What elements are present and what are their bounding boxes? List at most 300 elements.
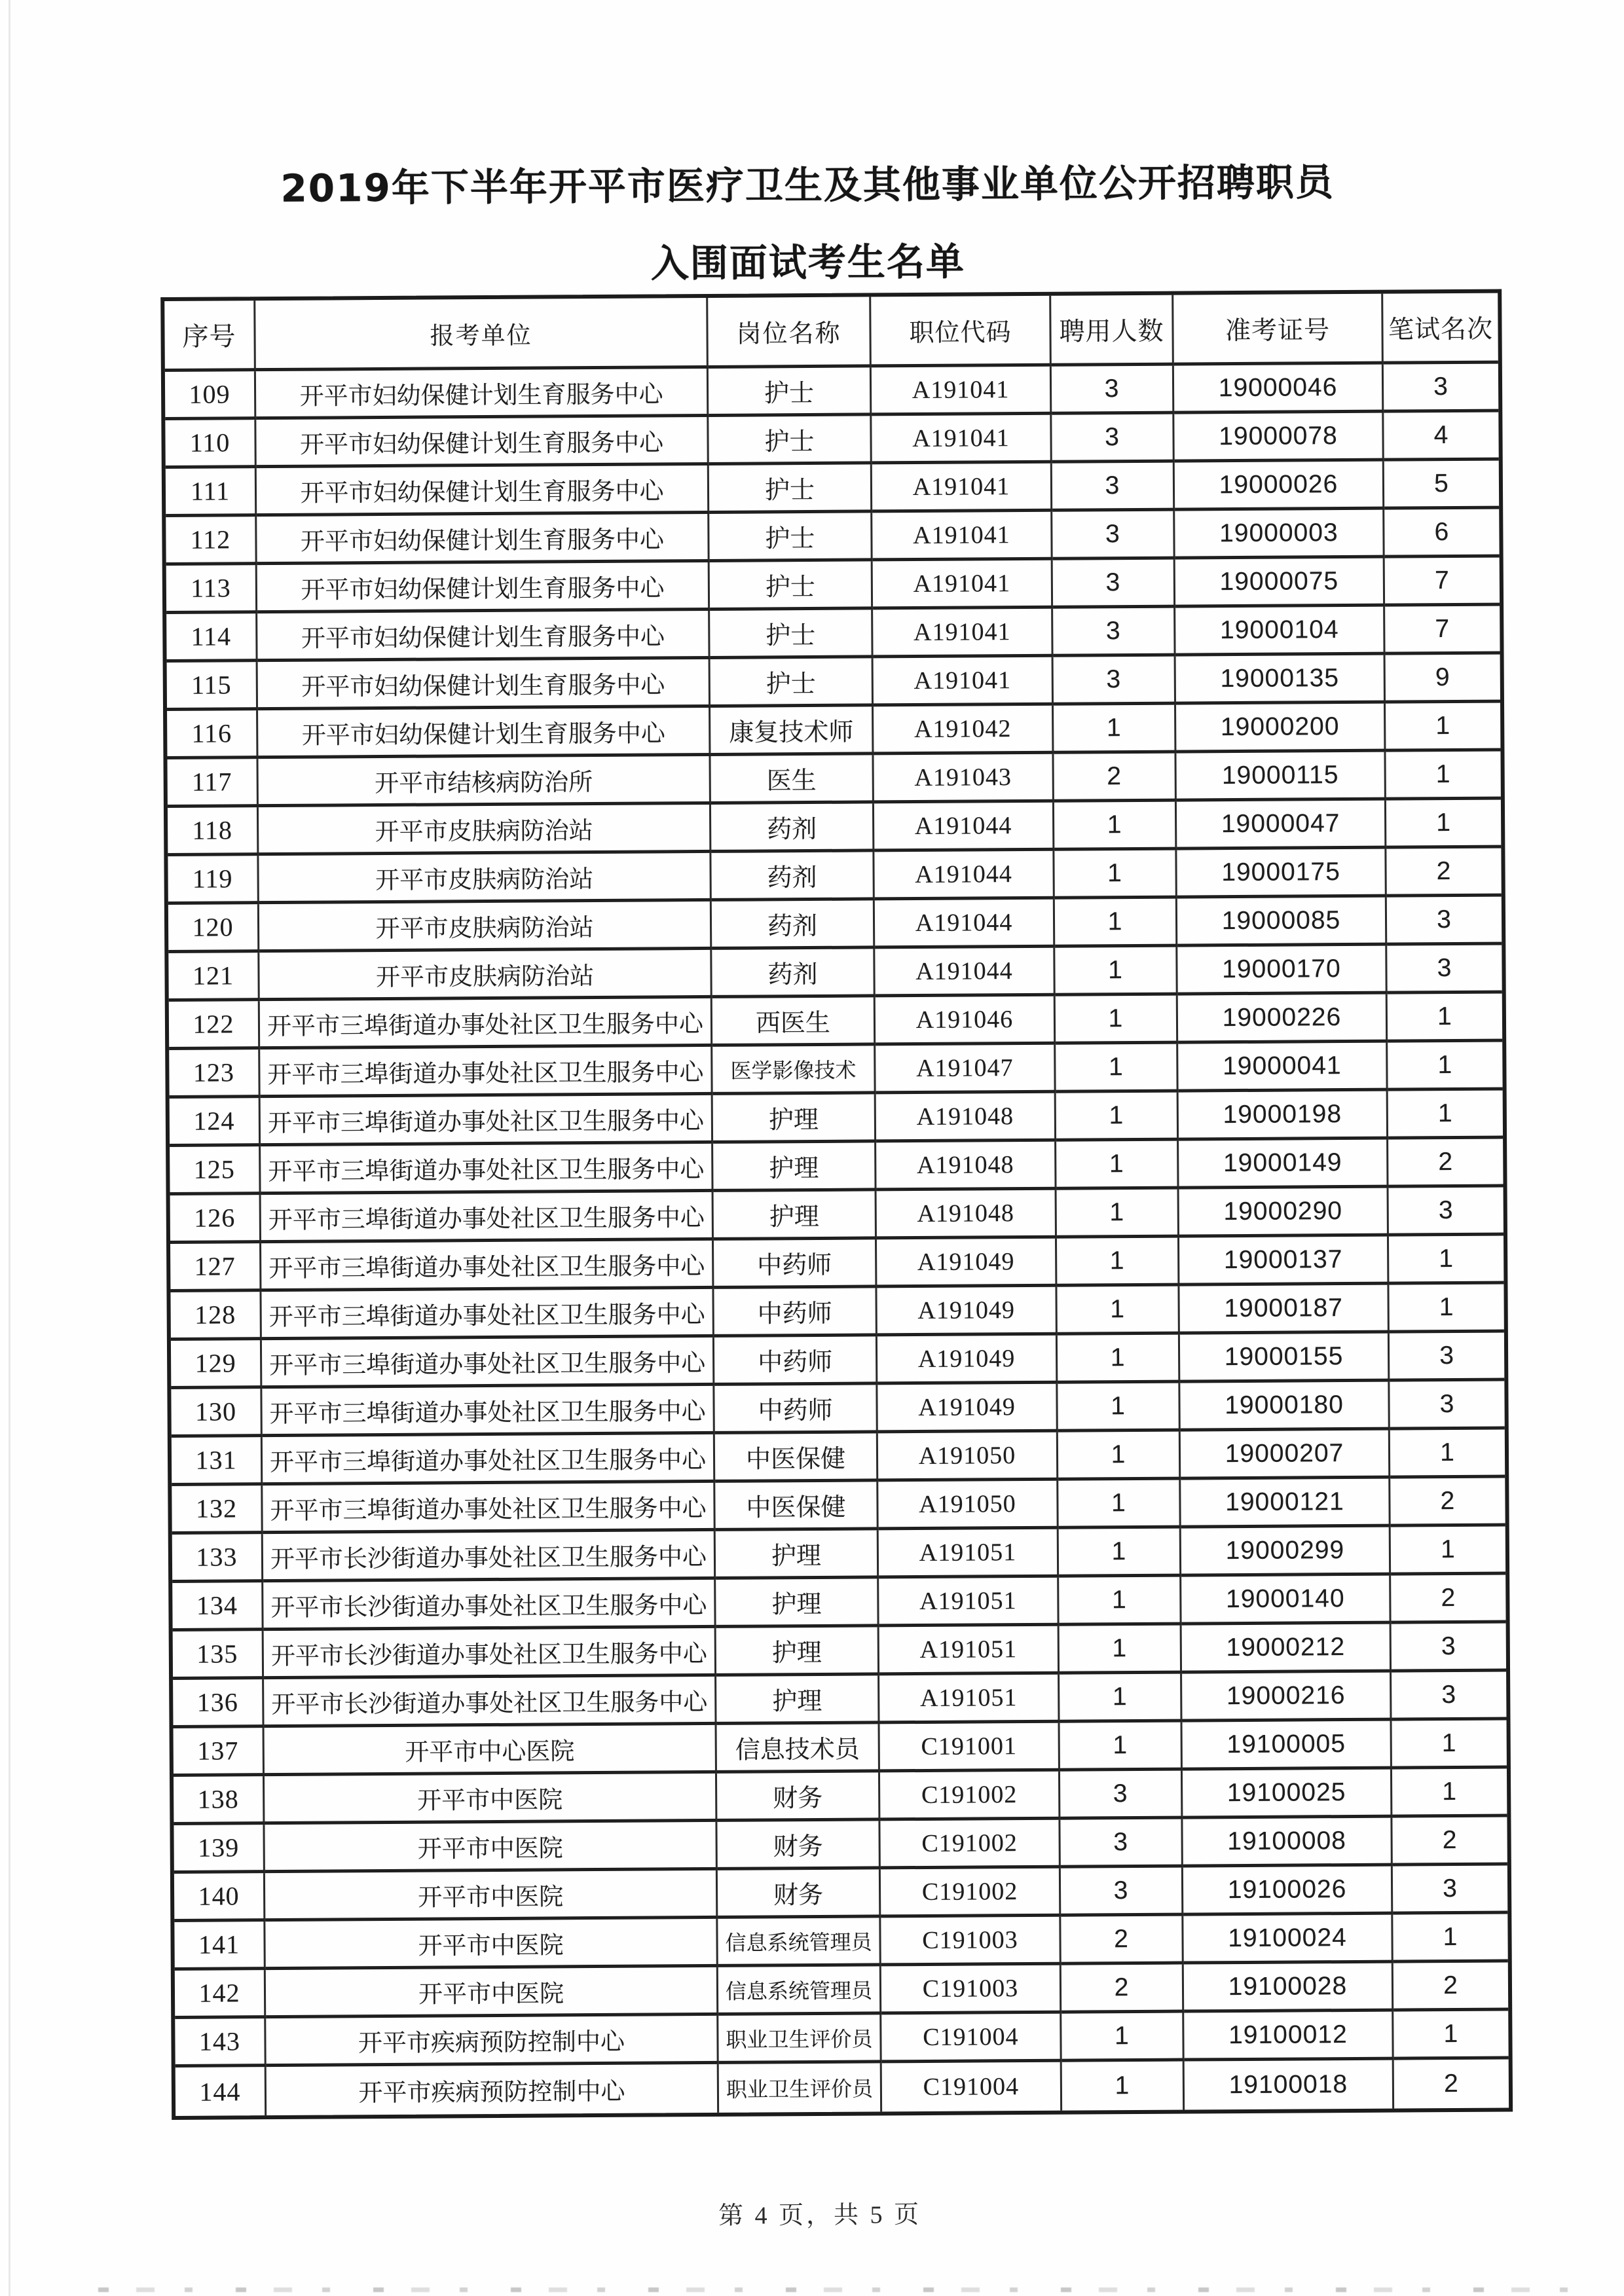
cell-index: 130 <box>171 1389 262 1438</box>
cell-written-rank: 6 <box>1384 509 1499 558</box>
cell-hire-count: 3 <box>1053 608 1175 657</box>
cell-written-rank: 3 <box>1389 1188 1504 1237</box>
cell-position-code: A191049 <box>877 1384 1058 1434</box>
cell-position: 护士 <box>710 610 873 659</box>
cell-ticket-number: 19000115 <box>1176 752 1386 802</box>
cell-ticket-number: 19000047 <box>1177 801 1386 850</box>
table-row-132 <box>172 1478 1505 1535</box>
cell-ticket-number: 19000290 <box>1179 1188 1389 1238</box>
cell-position-code: A191051 <box>879 1529 1059 1579</box>
cell-position-code: A191041 <box>872 464 1052 513</box>
cell-index: 116 <box>167 710 258 759</box>
cell-index: 118 <box>168 807 259 856</box>
column-header-position-code: 职位代码 <box>871 296 1052 368</box>
cell-hire-count: 1 <box>1057 1286 1179 1336</box>
cell-written-rank: 3 <box>1392 1624 1506 1673</box>
cell-ticket-number: 19000207 <box>1181 1430 1390 1480</box>
cell-index: 136 <box>173 1679 264 1728</box>
cell-unit: 开平市三埠街道办事处社区卫生服务中心 <box>263 1434 715 1485</box>
cell-index: 129 <box>171 1340 262 1389</box>
cell-index: 139 <box>174 1825 265 1874</box>
cell-written-rank: 1 <box>1386 752 1500 801</box>
cell-index: 117 <box>167 759 258 808</box>
cell-unit: 开平市三埠街道办事处社区卫生服务中心 <box>260 1047 712 1098</box>
cell-ticket-number: 19000200 <box>1176 704 1386 754</box>
cell-position: 护士 <box>710 658 874 708</box>
cell-unit: 开平市妇幼保健计划生育服务中心 <box>258 708 710 759</box>
cell-position: 康复技术师 <box>710 706 874 756</box>
cell-ticket-number: 19000170 <box>1177 946 1387 996</box>
cell-hire-count: 3 <box>1061 1868 1183 1917</box>
cell-written-rank: 2 <box>1392 1817 1507 1867</box>
cell-hire-count: 3 <box>1054 657 1176 706</box>
table-row-140 <box>174 1866 1507 1922</box>
cell-hire-count: 1 <box>1056 1141 1179 1190</box>
cell-hire-count: 1 <box>1056 996 1178 1045</box>
cell-written-rank: 1 <box>1392 1721 1507 1770</box>
cell-hire-count: 1 <box>1061 2013 1184 2062</box>
cell-written-rank: 1 <box>1389 1236 1504 1285</box>
cell-hire-count: 3 <box>1053 560 1175 609</box>
cell-unit: 开平市三埠街道办事处社区卫生服务中心 <box>261 1192 714 1243</box>
document-title-line2: 入围面试考生名单 <box>650 239 966 286</box>
cell-position-code: A191049 <box>877 1287 1057 1337</box>
cell-written-rank: 1 <box>1390 1430 1505 1479</box>
cell-ticket-number: 19100012 <box>1184 2012 1393 2062</box>
cell-written-rank: 3 <box>1390 1381 1504 1430</box>
cell-position-code: A191049 <box>877 1336 1058 1385</box>
cell-written-rank: 2 <box>1391 1575 1505 1624</box>
table-row-125 <box>170 1139 1503 1195</box>
cell-index: 113 <box>166 565 257 614</box>
cell-ticket-number: 19000075 <box>1175 558 1385 608</box>
cell-hire-count: 1 <box>1058 1480 1181 1529</box>
cell-position-code: A191046 <box>876 996 1056 1046</box>
cell-index: 125 <box>170 1146 261 1195</box>
cell-position: 中药师 <box>714 1288 877 1338</box>
cell-hire-count: 1 <box>1060 1674 1182 1723</box>
cell-unit: 开平市妇幼保健计划生育服务中心 <box>256 369 709 420</box>
cell-hire-count: 1 <box>1060 1626 1182 1675</box>
cell-position-code: A191051 <box>879 1626 1060 1676</box>
column-header-hire-count: 聘用人数 <box>1051 295 1174 367</box>
cell-position: 医学影像技术 <box>712 1046 876 1095</box>
table-row-128 <box>170 1285 1504 1341</box>
cell-ticket-number: 19000175 <box>1177 849 1386 899</box>
cell-unit: 开平市中医院 <box>265 1774 717 1825</box>
cell-unit: 开平市中心医院 <box>265 1725 717 1776</box>
cell-position-code: C191004 <box>881 2014 1061 2064</box>
cell-ticket-number: 19000140 <box>1181 1576 1391 1626</box>
table-row-110 <box>165 412 1498 469</box>
cell-position: 药剂 <box>711 803 874 853</box>
cell-index: 115 <box>167 662 258 711</box>
cell-index: 124 <box>170 1098 261 1147</box>
cell-ticket-number: 19000216 <box>1182 1673 1392 1722</box>
table-row-127 <box>170 1236 1504 1292</box>
cell-unit: 开平市长沙街道办事处社区卫生服务中心 <box>264 1628 716 1679</box>
table-row-130 <box>171 1381 1504 1438</box>
cell-hire-count: 3 <box>1052 366 1174 415</box>
table-row-139 <box>174 1817 1507 1874</box>
cell-position: 护理 <box>713 1142 876 1192</box>
cell-ticket-number: 19000041 <box>1178 1043 1388 1093</box>
cell-unit: 开平市长沙街道办事处社区卫生服务中心 <box>263 1531 716 1582</box>
cell-ticket-number: 19100025 <box>1183 1770 1392 1819</box>
cell-unit: 开平市三埠街道办事处社区卫生服务中心 <box>261 1241 714 1292</box>
cell-position-code: C191002 <box>880 1772 1060 1821</box>
table-row-126 <box>170 1188 1504 1244</box>
cell-ticket-number: 19000226 <box>1178 994 1388 1044</box>
column-header-position: 岗位名称 <box>708 297 872 369</box>
table-row-129 <box>171 1333 1504 1389</box>
cell-position: 中医保健 <box>715 1433 878 1483</box>
cell-index: 138 <box>174 1776 265 1825</box>
cell-position: 信息技术员 <box>717 1724 880 1774</box>
cell-written-rank: 1 <box>1393 1914 1507 1963</box>
cell-ticket-number: 19100028 <box>1184 1963 1393 2013</box>
cell-hire-count: 1 <box>1055 899 1177 948</box>
cell-position-code: C191002 <box>881 1868 1061 1918</box>
cell-ticket-number: 19000078 <box>1174 413 1384 463</box>
table-row-142 <box>175 1963 1508 2019</box>
cell-position: 中药师 <box>714 1336 877 1386</box>
cell-unit: 开平市中医院 <box>266 1967 718 2018</box>
cell-position: 护理 <box>716 1675 879 1725</box>
cell-hire-count: 2 <box>1061 1965 1184 2014</box>
document-title-line1: 2019年下半年开平市医疗卫生及其他事业单位公开招聘职员 <box>280 160 1335 211</box>
cell-position-code: A191041 <box>872 512 1052 562</box>
cell-index: 141 <box>174 1922 265 1971</box>
table-row-136 <box>173 1672 1506 1728</box>
cell-position: 护理 <box>716 1627 879 1677</box>
cell-position: 信息系统管理员 <box>718 1918 881 1967</box>
table-row-112 <box>166 509 1499 566</box>
cell-index: 112 <box>166 517 257 566</box>
cell-unit: 开平市疾病预防控制中心 <box>267 2064 719 2115</box>
cell-index: 114 <box>166 613 257 663</box>
cell-written-rank: 7 <box>1385 558 1500 607</box>
cell-position: 护理 <box>714 1191 877 1241</box>
column-header-unit: 报考单位 <box>255 298 709 371</box>
cell-written-rank: 2 <box>1386 848 1501 898</box>
cell-index: 135 <box>173 1631 264 1680</box>
cell-unit: 开平市妇幼保健计划生育服务中心 <box>258 659 710 710</box>
cell-position: 财务 <box>718 1869 881 1919</box>
cell-position-code: A191047 <box>876 1045 1056 1095</box>
cell-unit: 开平市结核病防治所 <box>258 756 710 807</box>
cell-position-code: A191041 <box>874 657 1054 707</box>
cell-hire-count: 1 <box>1055 947 1177 996</box>
cell-ticket-number: 19100005 <box>1183 1721 1392 1771</box>
cell-written-rank: 1 <box>1393 2011 1508 2060</box>
cell-ticket-number: 19100008 <box>1183 1818 1392 1868</box>
cell-position-code: A191044 <box>875 948 1055 998</box>
table-row-109 <box>165 364 1498 420</box>
cell-hire-count: 1 <box>1056 1093 1179 1142</box>
cell-position-code: A191043 <box>874 754 1054 804</box>
cell-position-code: C191001 <box>880 1723 1060 1773</box>
cell-written-rank: 1 <box>1388 994 1502 1043</box>
cell-hire-count: 1 <box>1054 850 1177 900</box>
cell-written-rank: 3 <box>1387 945 1502 994</box>
cell-unit: 开平市中医院 <box>265 1870 718 1922</box>
cell-position-code: A191049 <box>877 1239 1057 1288</box>
candidates-table <box>160 289 1513 2120</box>
cell-position-code: A191048 <box>877 1190 1057 1240</box>
cell-hire-count: 3 <box>1060 1819 1183 1868</box>
cell-position: 财务 <box>717 1821 880 1870</box>
cell-position-code: A191044 <box>874 803 1054 852</box>
cell-hire-count: 3 <box>1060 1771 1183 1820</box>
table-body <box>165 364 1509 2116</box>
cell-ticket-number: 19000299 <box>1181 1527 1391 1577</box>
cell-unit: 开平市中医院 <box>265 1919 718 1970</box>
cell-ticket-number: 19000155 <box>1180 1334 1390 1383</box>
cell-hire-count: 1 <box>1059 1529 1181 1578</box>
cell-written-rank: 2 <box>1443 2069 1459 2098</box>
table-row-117 <box>167 752 1500 808</box>
cell-hire-count: 1 <box>1057 1238 1179 1287</box>
cell-position-code: A191048 <box>876 1093 1056 1143</box>
cell-hire-count: 1 <box>1058 1335 1180 1384</box>
column-header-written-rank: 笔试名次 <box>1383 293 1498 365</box>
cell-index: 143 <box>175 2018 266 2068</box>
cell-position: 药剂 <box>712 949 875 998</box>
cell-position: 护理 <box>713 1094 876 1144</box>
cell-ticket-number: 19000187 <box>1179 1285 1389 1335</box>
cell-index: 109 <box>165 371 256 420</box>
cell-index: 119 <box>168 856 259 905</box>
cell-written-rank: 1 <box>1388 1042 1502 1091</box>
cell-position: 职业卫生评价员 <box>719 2063 882 2113</box>
cell-unit: 开平市妇幼保健计划生育服务中心 <box>257 514 709 565</box>
cell-index: 123 <box>169 1049 260 1099</box>
table-row-119 <box>168 848 1501 905</box>
cell-ticket-number: 19000137 <box>1179 1237 1389 1286</box>
cell-position: 药剂 <box>712 900 875 950</box>
table-row-134 <box>172 1575 1505 1631</box>
table-row-113 <box>166 558 1500 614</box>
table-row-124 <box>170 1091 1503 1147</box>
cell-unit: 开平市三埠街道办事处社区卫生服务中心 <box>261 1095 713 1146</box>
cell-written-rank: 9 <box>1386 655 1500 704</box>
cell-index: 127 <box>170 1243 261 1292</box>
cell-ticket-number: 19000149 <box>1179 1140 1388 1190</box>
cell-position-code: C191003 <box>881 1917 1061 1967</box>
cell-index: 128 <box>170 1292 261 1341</box>
cell-hire-count: 1 <box>1056 1044 1178 1093</box>
table-row-137 <box>174 1721 1507 1777</box>
cell-index: 134 <box>172 1582 263 1631</box>
cell-hire-count: 1 <box>1060 1722 1183 1772</box>
cell-written-rank: 3 <box>1393 1866 1507 1915</box>
cell-ticket-number: 19000104 <box>1175 607 1385 657</box>
cell-position-code: A191041 <box>872 415 1052 465</box>
cell-position-code: A191044 <box>875 900 1055 949</box>
cell-index: 126 <box>170 1195 261 1244</box>
cell-ticket-number: 19000212 <box>1182 1624 1392 1674</box>
cell-position: 信息系统管理员 <box>718 1966 881 2016</box>
cell-hire-count: 3 <box>1052 463 1175 512</box>
cell-position: 护士 <box>709 367 872 417</box>
cell-position: 中医保健 <box>715 1482 878 1531</box>
table-row-141 <box>174 1914 1507 1971</box>
cell-position-code: A191048 <box>876 1142 1056 1192</box>
cell-hire-count: 2 <box>1054 754 1176 803</box>
column-header-ticket-number: 准考证号 <box>1173 294 1384 366</box>
cell-ticket-number: 19000198 <box>1179 1091 1388 1141</box>
cell-unit: 开平市妇幼保健计划生育服务中心 <box>257 611 710 662</box>
column-header-index: 序号 <box>164 301 256 372</box>
table-row-135 <box>173 1624 1506 1680</box>
cell-position-code: A191051 <box>879 1578 1059 1628</box>
cell-written-rank: 1 <box>1392 1769 1507 1818</box>
cell-hire-count: 1 <box>1054 802 1177 851</box>
cell-position-code: C191002 <box>880 1820 1060 1870</box>
cell-hire-count: 1 <box>1057 1190 1179 1239</box>
cell-written-rank: 4 <box>1384 412 1498 462</box>
cell-ticket-number: 19000026 <box>1175 462 1384 511</box>
cell-written-rank: 1 <box>1388 1091 1503 1140</box>
cell-unit: 开平市三埠街道办事处社区卫生服务中心 <box>262 1338 714 1389</box>
cell-position: 护士 <box>709 416 872 465</box>
cell-index: 131 <box>172 1437 263 1486</box>
cell-position: 职业卫生评价员 <box>718 2014 881 2064</box>
cell-index: 120 <box>168 904 259 953</box>
table-row-115 <box>167 655 1500 711</box>
cell-position: 护理 <box>716 1530 879 1580</box>
cell-ticket-number: 19000085 <box>1177 898 1387 947</box>
table-row-118 <box>168 800 1501 856</box>
table-row-144 <box>175 2060 1509 2116</box>
cell-hire-count: 1 <box>1058 1432 1181 1481</box>
scanner-bottom-artifact <box>98 2287 1578 2292</box>
cell-hire-count: 1 <box>1059 1577 1181 1626</box>
cell-position: 护士 <box>709 513 872 562</box>
table-row-123 <box>169 1042 1502 1099</box>
cell-ticket-number: 19100026 <box>1183 1867 1393 1916</box>
cell-position-code: A191041 <box>873 609 1053 659</box>
cell-ticket-number: 19000135 <box>1176 655 1386 705</box>
cell-position: 护理 <box>716 1578 879 1628</box>
header-row <box>164 293 1498 372</box>
cell-unit: 开平市皮肤病防治站 <box>259 805 711 856</box>
cell-written-rank: 5 <box>1384 461 1499 510</box>
cell-position-code: A191050 <box>878 1432 1058 1482</box>
table-row-138 <box>174 1769 1507 1825</box>
cell-position: 财务 <box>717 1772 880 1822</box>
cell-index: 144 <box>175 2067 267 2116</box>
cell-written-rank: 3 <box>1384 364 1498 413</box>
table-row-133 <box>172 1527 1505 1583</box>
table-row-121 <box>168 945 1502 1002</box>
cell-index: 142 <box>175 1970 266 2019</box>
cell-unit: 开平市皮肤病防治站 <box>259 902 712 953</box>
cell-position: 西医生 <box>712 997 876 1047</box>
cell-unit: 开平市皮肤病防治站 <box>259 950 712 1001</box>
cell-index: 122 <box>169 1001 260 1050</box>
table-header <box>164 293 1498 372</box>
cell-position: 护士 <box>710 561 873 611</box>
cell-unit: 开平市三埠街道办事处社区卫生服务中心 <box>261 1144 713 1195</box>
cell-index: 133 <box>172 1534 263 1583</box>
cell-ticket-number: 19000180 <box>1180 1382 1390 1432</box>
cell-unit: 开平市长沙街道办事处社区卫生服务中心 <box>264 1677 716 1728</box>
table-row-120 <box>168 897 1502 953</box>
cell-index: 121 <box>168 953 259 1002</box>
cell-written-rank: 2 <box>1390 1478 1505 1527</box>
cell-unit: 开平市三埠街道办事处社区卫生服务中心 <box>260 998 712 1049</box>
cell-hire-count: 1 <box>1054 705 1176 754</box>
cell-written-rank: 3 <box>1390 1333 1504 1382</box>
cell-position-code: C191004 <box>882 2062 1062 2112</box>
cell-ticket-number: 19000121 <box>1181 1479 1390 1529</box>
cell-hire-count: 3 <box>1052 414 1174 464</box>
table-row-131 <box>172 1430 1505 1486</box>
cell-position: 医生 <box>710 755 874 805</box>
cell-hire-count: 1 <box>1062 2062 1185 2111</box>
cell-position-code: A191044 <box>874 851 1054 901</box>
cell-position-code: A191041 <box>872 367 1052 416</box>
table-row-122 <box>169 994 1502 1050</box>
cell-unit: 开平市三埠街道办事处社区卫生服务中心 <box>262 1386 714 1437</box>
cell-unit: 开平市妇幼保健计划生育服务中心 <box>257 562 710 613</box>
cell-written-rank: 1 <box>1386 800 1501 849</box>
cell-position: 药剂 <box>711 852 874 902</box>
cell-unit: 开平市疾病预防控制中心 <box>266 2016 718 2067</box>
cell-position-code: A191042 <box>874 706 1054 756</box>
cell-hire-count: 3 <box>1052 511 1175 560</box>
table-row-116 <box>167 703 1500 759</box>
cell-unit: 开平市妇幼保健计划生育服务中心 <box>256 417 709 468</box>
cell-written-rank: 1 <box>1391 1527 1505 1576</box>
cell-unit: 开平市三埠街道办事处社区卫生服务中心 <box>263 1483 715 1534</box>
cell-position-code: A191051 <box>879 1675 1060 1724</box>
cell-index: 140 <box>174 1873 265 1922</box>
cell-unit: 开平市中医院 <box>265 1822 717 1873</box>
cell-written-rank: 1 <box>1389 1285 1504 1334</box>
cell-ticket-number: 19000046 <box>1174 365 1384 414</box>
cell-unit: 开平市妇幼保健计划生育服务中心 <box>257 465 709 517</box>
cell-ticket-number: 19000003 <box>1175 510 1384 560</box>
table-row-143 <box>175 2011 1508 2068</box>
cell-written-rank: 1 <box>1386 703 1500 752</box>
cell-hire-count: 2 <box>1061 1916 1183 1965</box>
cell-position-code: A191050 <box>878 1481 1058 1531</box>
cell-ticket-number: 19100018 <box>1185 2060 1394 2110</box>
cell-unit: 开平市长沙街道办事处社区卫生服务中心 <box>263 1580 716 1631</box>
cell-ticket-number: 19100024 <box>1183 1915 1393 1965</box>
cell-position: 中药师 <box>714 1385 877 1434</box>
cell-position: 护士 <box>709 464 872 514</box>
cell-index: 132 <box>172 1485 263 1535</box>
cell-index: 110 <box>165 420 256 469</box>
page-number-footer: 第 4 页，共 5 页 <box>718 2201 922 2230</box>
cell-unit: 开平市三埠街道办事处社区卫生服务中心 <box>261 1289 714 1340</box>
cell-index: 137 <box>174 1728 265 1777</box>
cell-position-code: C191003 <box>881 1965 1061 2015</box>
cell-position: 中药师 <box>714 1239 877 1289</box>
cell-unit: 开平市皮肤病防治站 <box>259 853 711 904</box>
table-row-114 <box>166 606 1500 663</box>
cell-written-rank: 7 <box>1385 606 1500 655</box>
cell-written-rank: 2 <box>1388 1139 1503 1188</box>
document-title <box>0 161 1620 286</box>
cell-written-rank: 3 <box>1387 897 1502 946</box>
cell-position-code: A191041 <box>873 560 1053 610</box>
table-row-111 <box>166 461 1499 517</box>
